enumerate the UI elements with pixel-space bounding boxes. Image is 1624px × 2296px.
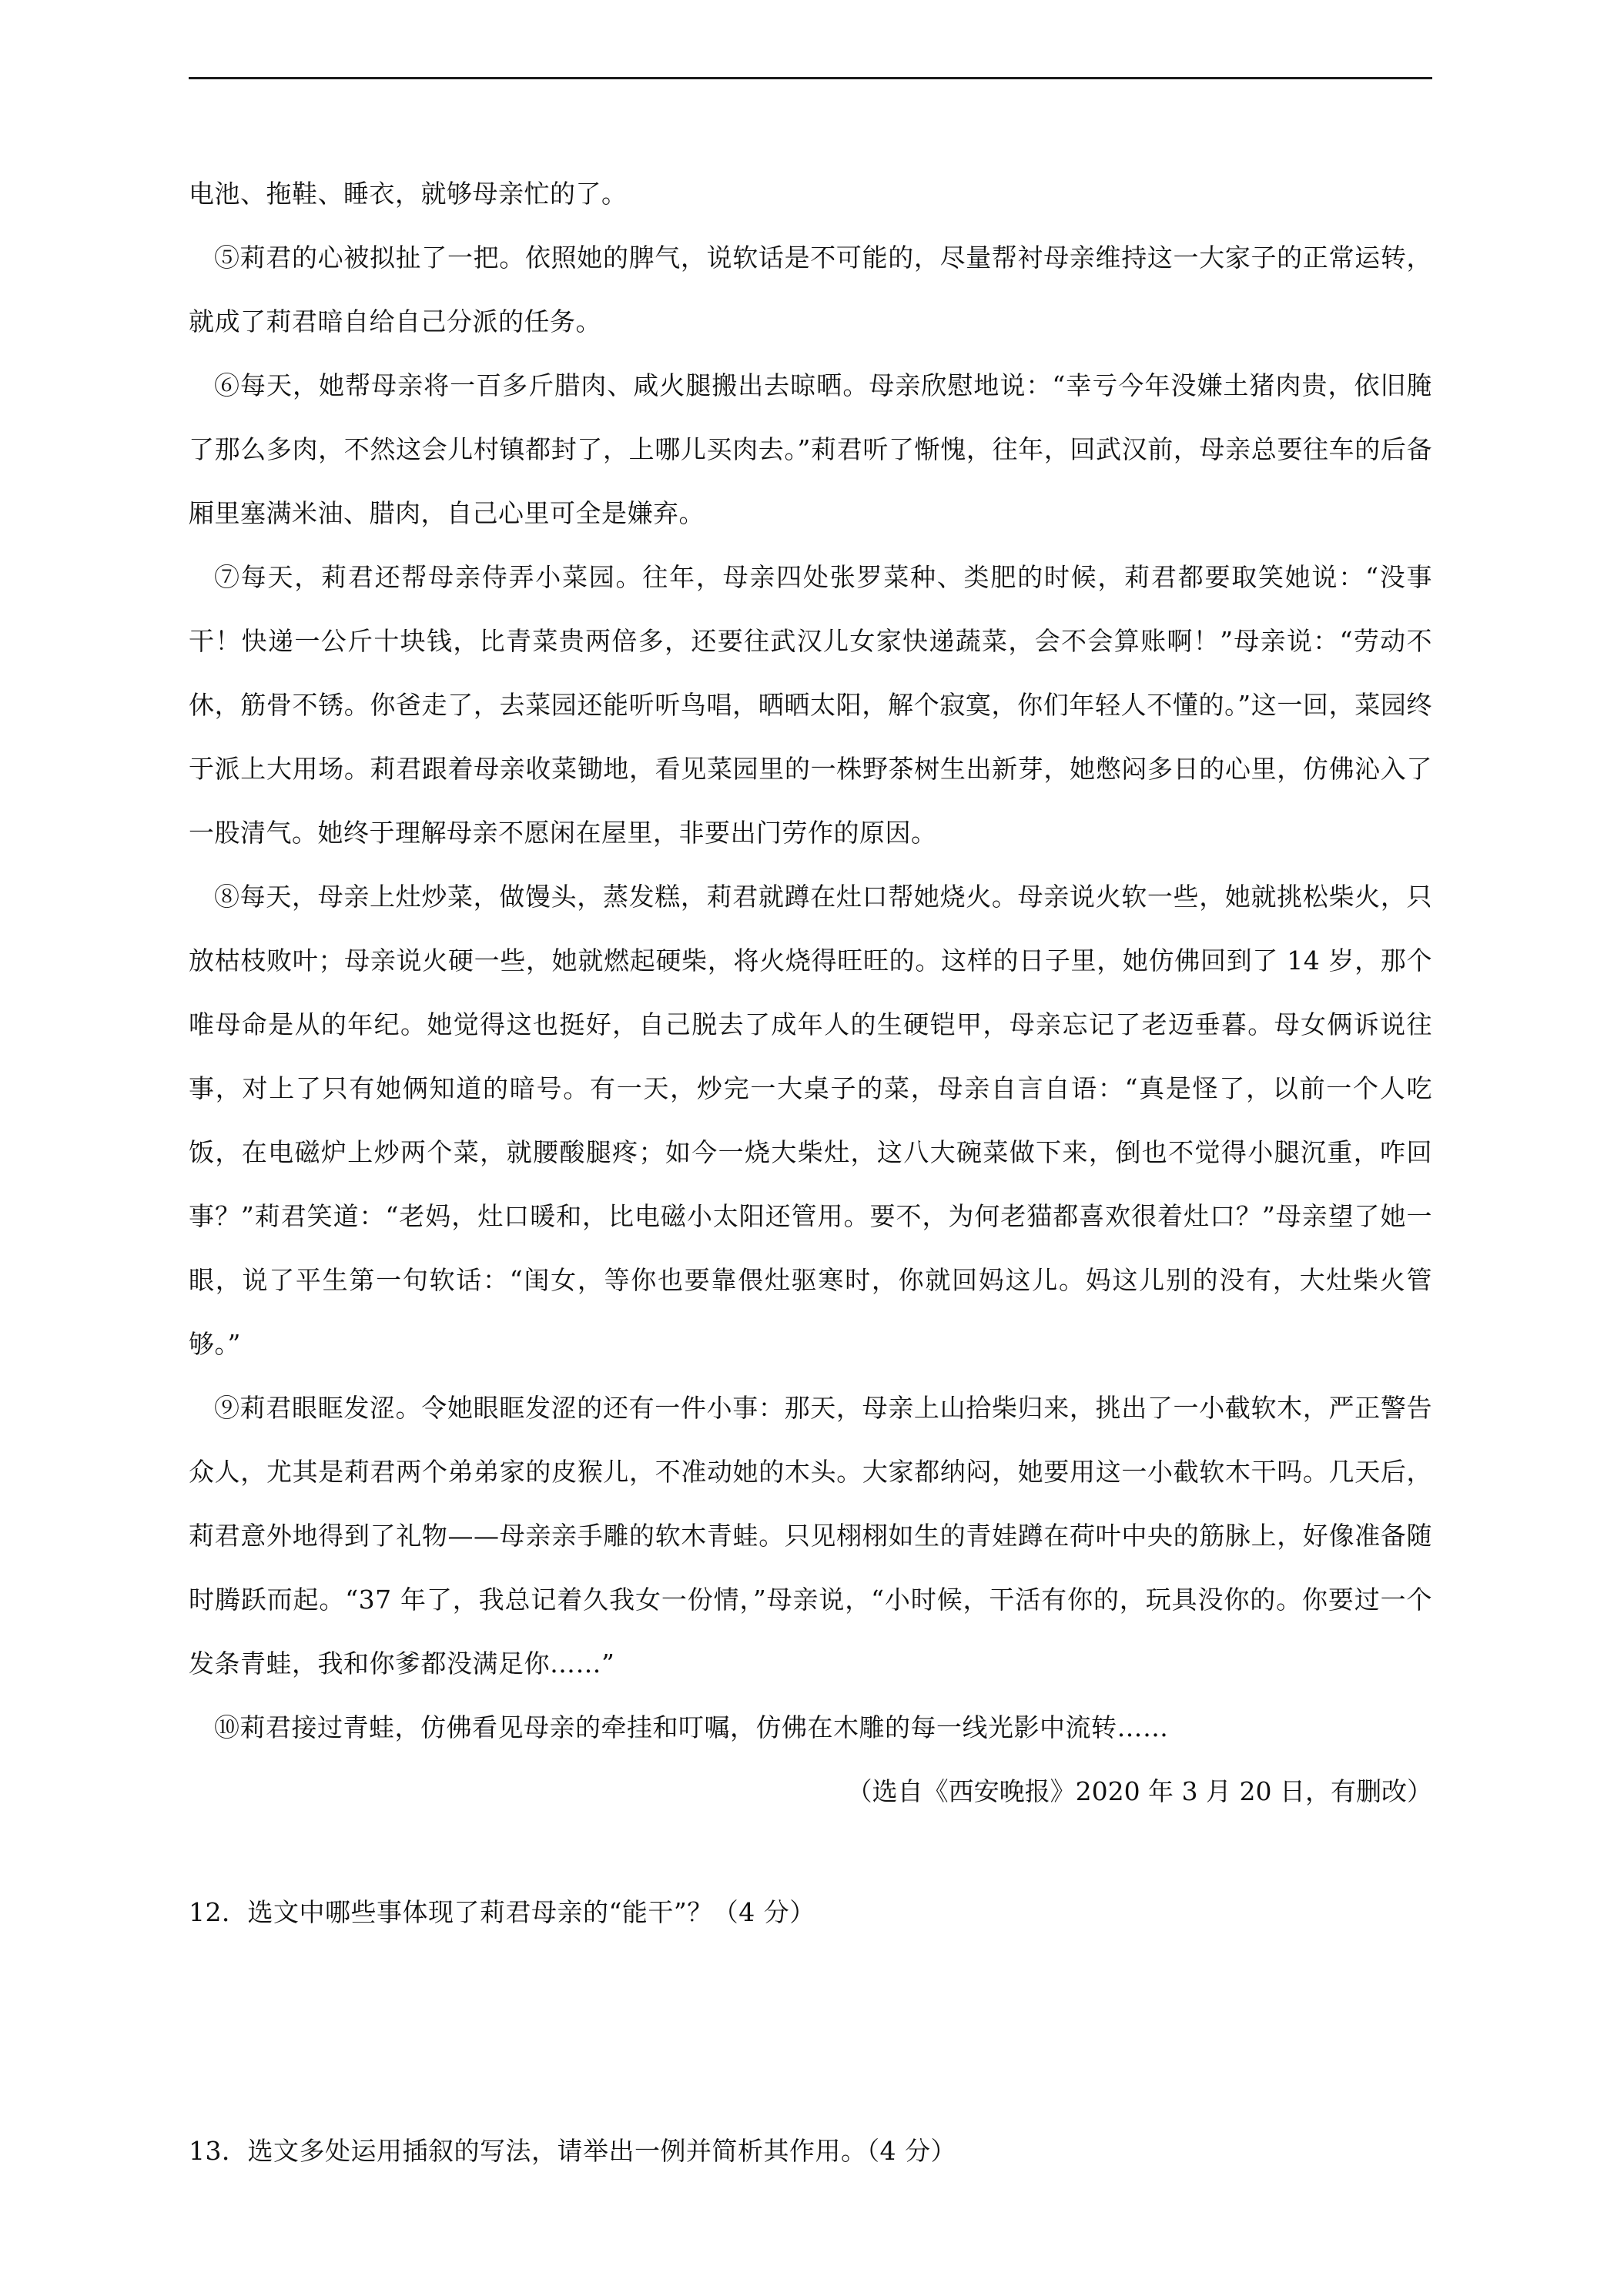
paragraph-5: ⑤莉君的心被拟扯了一把。依照她的脾气，说软话是不可能的，尽量帮衬母亲维持这一大家子的正常运转，就成了莉君暗自给自己分派的任务。: [189, 243, 1432, 336]
paragraph-8: ⑧每天，母亲上灶炒菜，做馒头，蒸发糕，莉君就蹲在灶口帮她烧火。母亲说火软一些，她就挑松柴火，只放枯枝败叶；母亲说火硬一些，她就燃起硬柴，将火烧得旺旺的。这样的日子里，她仿佛回到了 14 岁，那个唯母命是从的年纪。她觉得这也挺好，自己脱去了成年人的生硬铠甲，母亲忘记了老迈垂暮。母女俩诉说往事，对上了只有她俩知道的暗号。有一天，炒完一大桌子的菜，母亲自言自语：“真是怪了，以前一个人吃饭，在电磁炉上炒两个菜，就腰酸腿疼；如今一烧大柴灶，这八大碗菜做下来，倒也不觉得小腿沉重，咋回事？”莉君笑道：“老妈，灶口暖和，比电磁小太阳还管用。要不，为何老猫都喜欢很着灶口？”母亲望了她一眼，说了平生第一句软话：“闺女，等你也要靠偎灶驱寒时，你就回妈这儿。妈这儿别的没有，大灶柴火管够。”: [189, 882, 1432, 1359]
question-12: 12．选文中哪些事体现了莉君母亲的“能干”？（4 分）: [189, 1897, 815, 1927]
paragraph-10: ⑩莉君接过青蛙，仿佛看见母亲的牵挂和叮嘱，仿佛在木雕的每一线光影中流转……: [214, 1712, 1169, 1742]
paragraph-continuation: 电池、拖鞋、睡衣，就够母亲忙的了。: [189, 179, 628, 209]
source-citation: （选自《西安晚报》2020 年 3 月 20 日，有删改）: [846, 1776, 1432, 1806]
paragraph-9: ⑨莉君眼眶发涩。令她眼眶发涩的还有一件小事：那天，母亲上山拾柴归来，挑出了一小截软木，严正警告众人，尤其是莉君两个弟弟家的皮猴儿，不准动她的木头。大家都纳闷，她要用这一小截软木干吗。几天后，莉君意外地得到了礼物——母亲亲手雕的软木青蛙。只见栩栩如生的青娃蹲在荷叶中央的筋脉上，好像准备随时腾跃而起。“37 年了，我总记着久我女一份情，”母亲说，“小时候，干活有你的，玩具没你的。你要过一个发条青蛙，我和你爹都没满足你……”: [189, 1393, 1432, 1678]
paragraph-7: ⑦每天，莉君还帮母亲侍弄小菜园。往年，母亲四处张罗菜种、类肥的时候，莉君都要取笑她说：“没事干！快递一公斤十块钱，比青菜贵两倍多，还要往武汉儿女家快递蔬菜，会不会算账啊！”母亲说：“劳动不休，筋骨不锈。你爸走了，去菜园还能听听鸟唱，晒晒太阳，解个寂寞，你们年轻人不懂的。”这一回，菜园终于派上大用场。莉君跟着母亲收菜锄地，看见菜园里的一株野茶树生出新芽，她憋闷多日的心里，仿佛沁入了一股清气。她终于理解母亲不愿闲在屋里，非要出门劳作的原因。: [189, 562, 1432, 848]
paragraph-6: ⑥每天，她帮母亲将一百多斤腊肉、咸火腿搬出去晾晒。母亲欣慰地说：“幸亏今年没嫌土猪肉贵，依旧腌了那么多肉，不然这会儿村镇都封了，上哪儿买肉去。”莉君听了惭愧，往年，回武汉前，母亲总要往车的后备厢里塞满米油、腊肉，自己心里可全是嫌弃。: [189, 370, 1432, 528]
header-rule: [189, 77, 1432, 79]
question-13: 13．选文多处运用插叙的写法，请举出一例并简析其作用。（4 分）: [189, 2136, 956, 2166]
article-body: [189, 162, 1432, 1823]
